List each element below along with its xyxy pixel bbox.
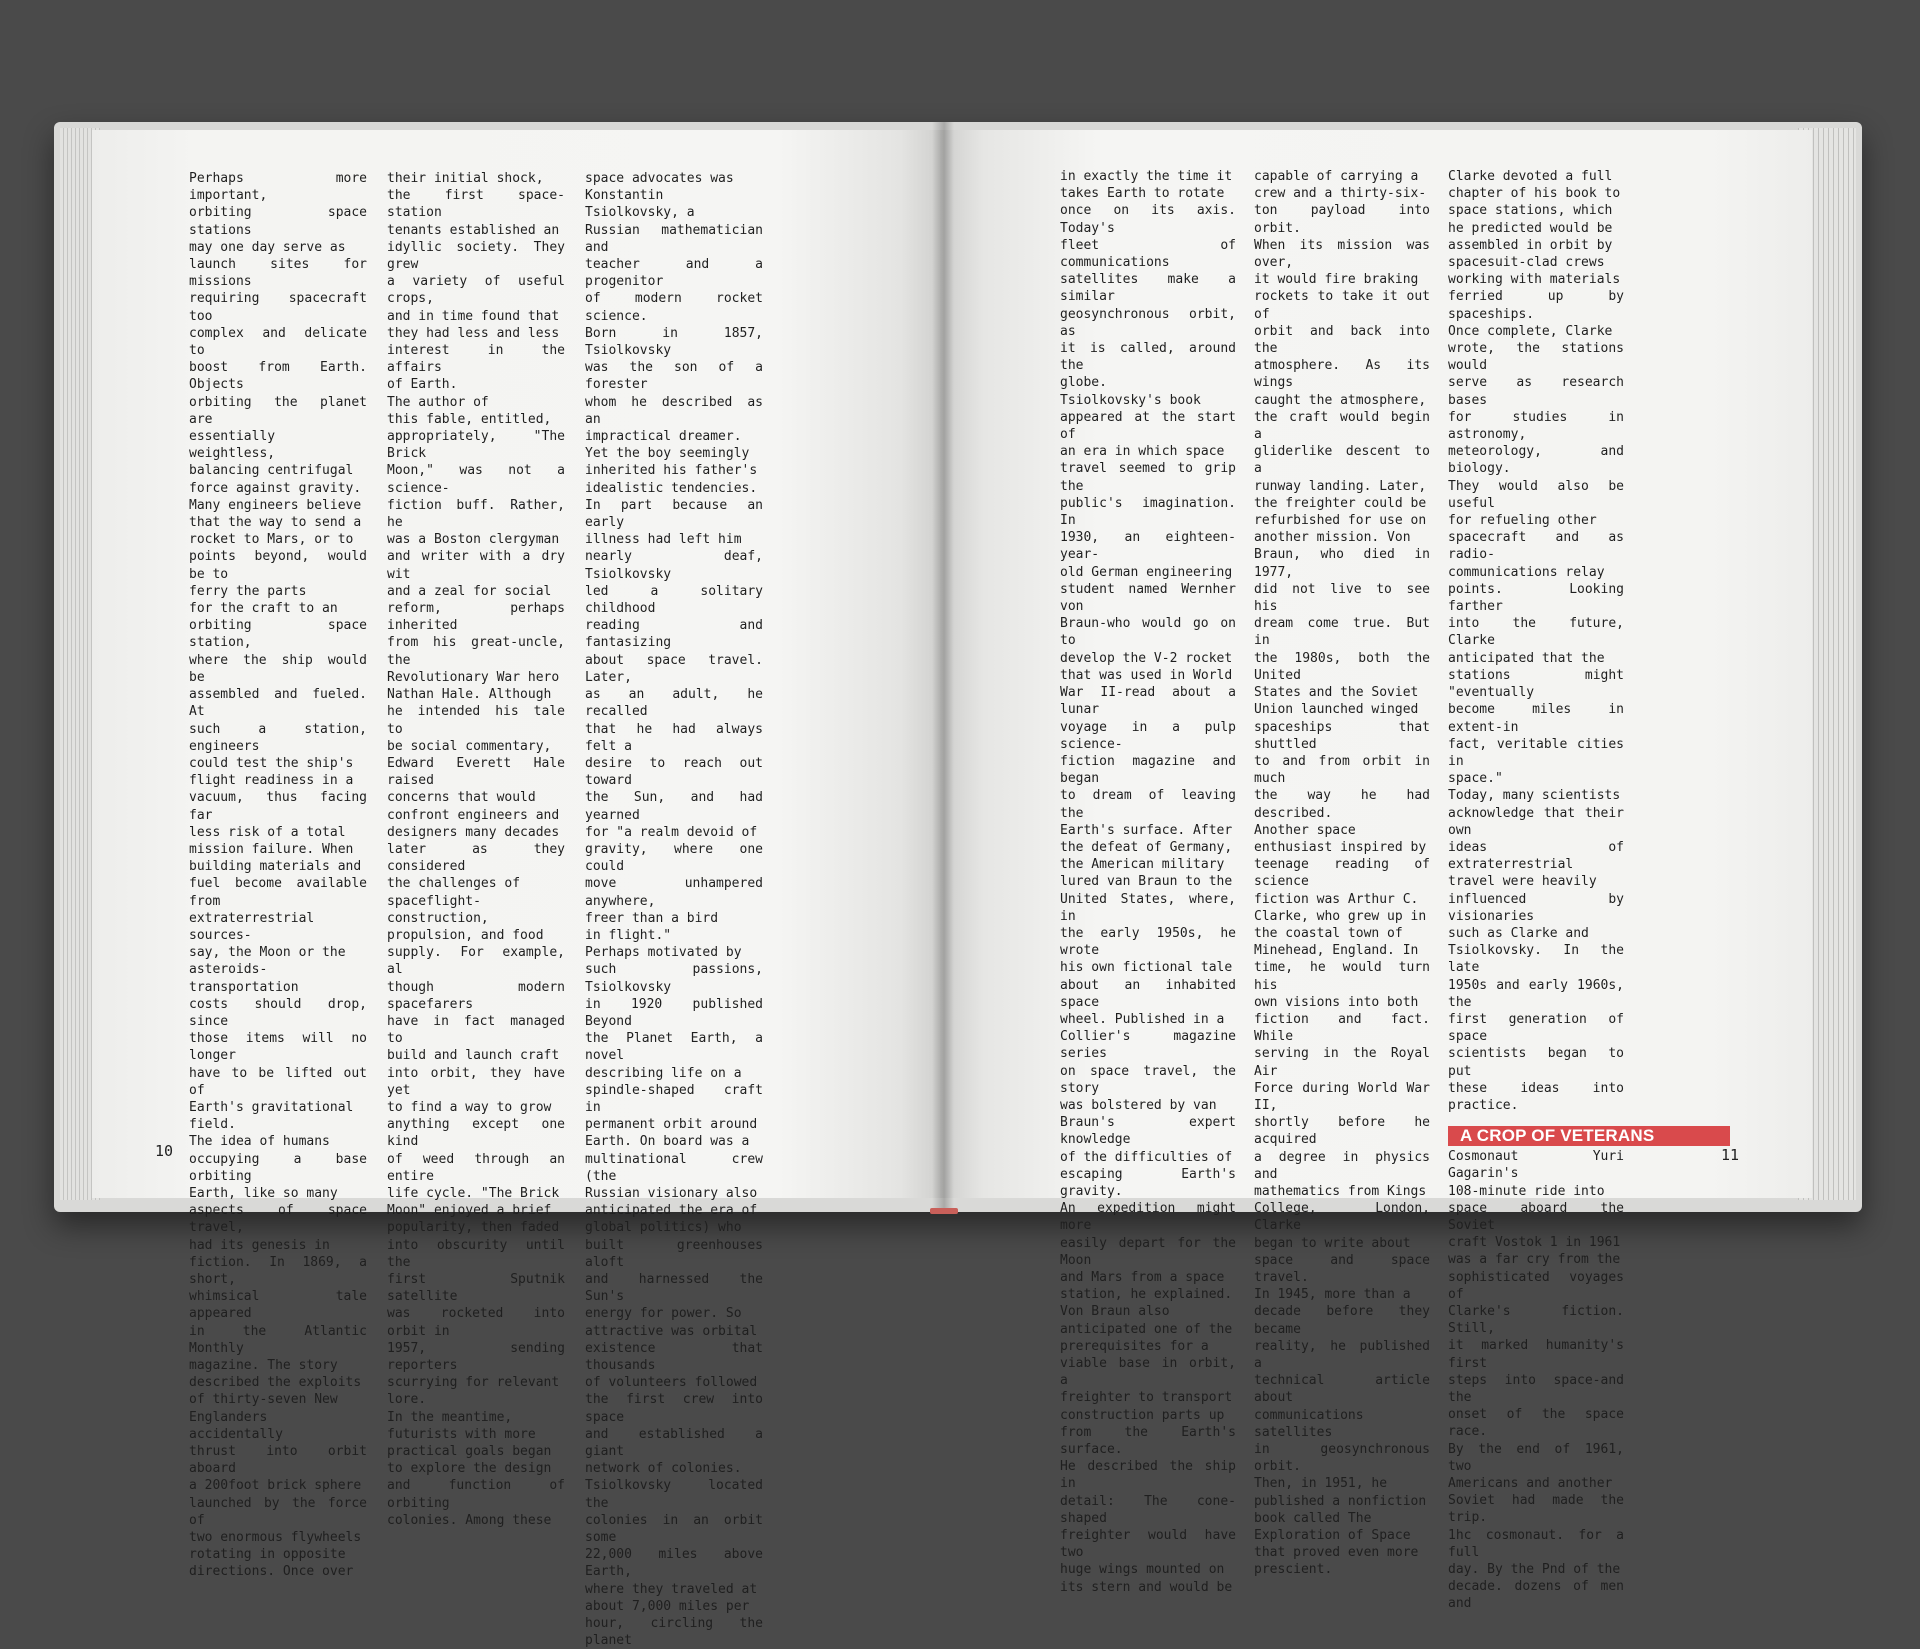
sidebar-body: Cosmonaut Yuri Gagarin's 108-minute ride into space aboard the Soviet craft Vostok 1 in 1961 was a far cry from the sophisticated voyages of Clarke's fiction. Still, it marked humanity's first steps into space-and the onset of the space race. By the end of 1961, two Americans and another Soviet had made the trip. 1hc cosmonaut. for a full day. By the Pnd of the decade. dozens of men and	[1448, 1149, 1624, 1612]
bookmark-ribbon	[930, 1208, 958, 1214]
left-column-1: Perhaps more important, orbiting space stations may one day serve as launch sites for missions requiring spacecraft too complex and delicate to boost from Earth. Objects orbiting the planet are essentially weightless, balancing centrifugal force against gravity. Many engineers believe that the way to send a rocket to Mars, or to points beyond, would be to ferry the parts for the craft to an orbiting space station, where the ship would be assembled and fueled. At such a station, engineers could test the ship's flight readiness in a vacuum, thus facing far less risk of a total mission failure. When building materials and fuel become available from extraterrestrial sources- say, the Moon or the asteroids-transportation costs should drop, since those items will no longer have to be lifted out of Earth's gravitational field. The idea of humans occupying a base orbiting Earth, like so many aspects of space travel, had its genesis in fiction. In 1869, a short, whimsical tale appeared in the Atlantic Monthly magazine. The story described the exploits of thirty-seven New Englanders accidentally thrust into orbit aboard a 200foot brick sphere launched by the force of two enormous flywheels rotating in opposite directions. Once over	[189, 171, 367, 1580]
left-page	[92, 130, 952, 1649]
right-column-2: capable of carrying a crew and a thirty-six- ton payload into orbit. When its mission was over, it would fire braking rockets to take it out of orbit and back into the atmosphere. As its wings caught the atmosphere, the craft would begin a gliderlike descent to a runway landing. Later, the freighter could be refurbished for use on another mission. Von Braun, who died in 1977, did not live to see his dream come true. But in the 1980s, both the United States and the Soviet Union launched winged spaceships that shuttled to and from orbit in much the way he had described. Another space enthusiast inspired by teenage reading of science fiction was Arthur C. Clarke, who grew up in the coastal town of Minehead, England. In time, he would turn his own visions into both fiction and fact. While serving in the Royal Air Force during World War II, shortly before he acquired a degree in physics and mathematics from Kings College, London, Clarke began to write about space and space travel. In 1945, more than a decade before they became reality, he published a technical article about communications satellites in geosynchronous orbit. Then, in 1951, he published a nonfiction book called The Exploration of Space that proved even more prescient.	[1254, 169, 1430, 1578]
sidebar-subhead: A CROP OF VETERANS	[1448, 1126, 1730, 1146]
right-column-3-body: Clarke devoted a full chapter of his book to space stations, which he predicted would be assembled in orbit by spacesuit-clad crews working with materials ferried up by spaceships. Once complete, Clarke wrote, the stations would serve as research bases for studies in astronomy, meteorology, and biology. They would also be useful for refueling other spacecraft and as radio- communications relay points. Looking farther into the future, Clarke anticipated that the stations might "eventually become miles in extent-in fact, veritable cities in space." Today, many scientists acknowledge that their own ideas of extraterrestrial travel were heavily influenced by visionaries such as Clarke and Tsiolkovsky. In the late 1950s and early 1960s, the first generation of space scientists began to put these ideas into practice.	[1448, 169, 1624, 1113]
page-number-left: 10	[155, 1142, 174, 1160]
left-column-3: space advocates was Konstantin Tsiolkovsky, a Russian mathematician and teacher and a progenitor of modern rocket science. Born in 1857, Tsiolkovsky was the son of a forester whom he described as an impractical dreamer. Yet the boy seemingly inherited his father's idealistic tendencies. In part because an early illness had left him nearly deaf, Tsiolkovsky led a solitary childhood reading and fantasizing about space travel. Later, as an adult, he recalled that he had always felt a desire to reach out toward the Sun, and had yearned for "a realm devoid of gravity, where one could move unhampered anywhere, freer than a bird in flight." Perhaps motivated by such passions, Tsiolkovsky in 1920 published Beyond the Planet Earth, a novel describing life on a spindle-shaped craft in permanent orbit around Earth. On board was a multinational crew (the Russian visionary also anticipated the era of global politics) who built greenhouses aloft and harnessed the Sun's energy for power. So attractive was orbital existence that thousands of volunteers followed the first crew into space and established a giant network of colonies. Tsiolkovsky located the colonies in an orbit some 22,000 miles above Earth, where they traveled at about 7,000 miles per hour, circling the planet	[585, 171, 763, 1649]
right-column-1: in exactly the time it takes Earth to rotate once on its axis. Today's fleet of communications satellites make a similar geosynchronous orbit, as it is called, around the globe. Tsiolkovsky's book appeared at the start of an era in which space travel seemed to grip the public's imagination. In 1930, an eighteen-year- old German engineering student named Wernher von Braun-who would go on to develop the V-2 rocket that was used in World War II-read about a lunar voyage in a pulp science- fiction magazine and began to dream of leaving the Earth's surface. After the defeat of Germany, the American military lured van Braun to the United States, where, in the early 1950s, he wrote his own fictional tale about an inhabited space wheel. Published in a Collier's magazine series on space travel, the story was bolstered by van Braun's expert knowledge of the difficulties of escaping Earth's gravity. An expedition might more easily depart for the Moon and Mars from a space station, he explained. Von Braun also anticipated one of the prerequisites for a viable base in orbit, a freighter to transport construction parts up from the Earth's surface. He described the ship in detail: The cone-shaped freighter would have two huge wings mounted on its stern and would be	[1060, 169, 1236, 1595]
left-column-2: their initial shock, the first space-station tenants established an idyllic society. They grew a variety of useful crops, and in time found that they had less and less interest in the affairs of Earth. The author of this fable, entitled, appropriately, "The Brick Moon," was not a science- fiction buff. Rather, he was a Boston clergyman and writer with a dry wit and a zeal for social reform, perhaps inherited from his great-uncle, the Revolutionary War hero Nathan Hale. Although he intended his tale to be social commentary, Edward Everett Hale raised concerns that would confront engineers and designers many decades later as they considered the challenges of spaceflight-construction, propulsion, and food supply. For example, al though modern spacefarers have in fact managed to build and launch craft into orbit, they have yet to find a way to grow anything except one kind of weed through an entire life cycle. "The Brick Moon" enjoyed a brief popularity, then faded into obscurity until the first Sputnik satellite was rocketed into orbit in 1957, sending reporters scurrying for relevant lore. In the meantime, futurists with more practical goals began to explore the design and function of orbiting colonies. Among these	[387, 171, 565, 1528]
page-number-right: 11	[1721, 1146, 1740, 1164]
right-page	[940, 130, 1812, 1612]
right-column-3	[1448, 168, 1730, 1613]
open-book	[54, 122, 1862, 1649]
